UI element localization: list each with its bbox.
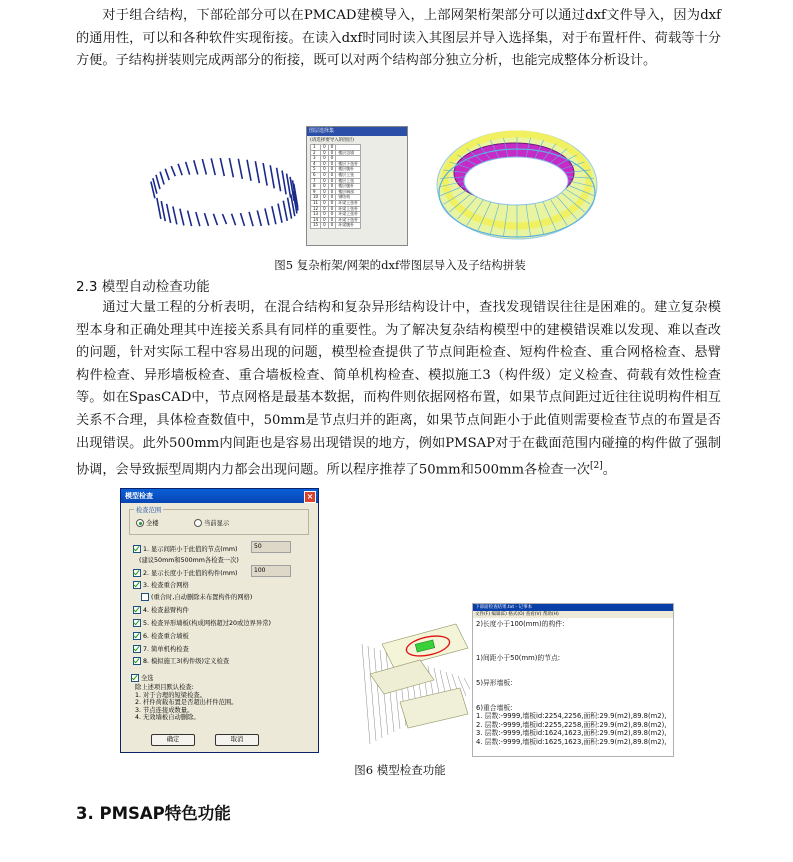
result-line	[476, 670, 670, 678]
layer-cell: 2	[311, 150, 321, 156]
check-item-8-label: 8. 模拟施工3(构件级)定义检查	[143, 658, 230, 665]
result-line: 4. 层数:-9999,墙板id:1625,1623,面积:29.9(m2),89.8(m2),	[476, 737, 667, 746]
layer-cell: 环梁上弦杆	[336, 212, 361, 218]
result-text	[473, 618, 673, 748]
stadium-model-image	[434, 123, 600, 248]
truss-member	[196, 212, 200, 226]
layer-cell: 0	[321, 145, 329, 151]
check-item-1[interactable]	[133, 544, 237, 553]
layer-cell: 0	[328, 167, 336, 173]
truss-member	[156, 175, 160, 189]
layer-cell: 环梁上弦杆	[336, 206, 361, 212]
check-result-window	[472, 603, 674, 757]
layer-cell: 钢结构	[336, 195, 361, 201]
result-line	[476, 662, 670, 670]
layer-cell: 环梁下弦杆	[336, 217, 361, 223]
truss-member	[157, 198, 161, 219]
check-item-7[interactable]	[133, 644, 189, 653]
layer-cell: 0	[321, 184, 329, 190]
truss-member	[265, 208, 269, 225]
checkbox-icon[interactable]	[133, 581, 141, 589]
radio-current[interactable]	[194, 518, 229, 527]
truss-member	[222, 214, 226, 224]
truss-member	[257, 210, 261, 226]
truss-member	[282, 171, 286, 195]
layer-cell: 0	[328, 150, 336, 156]
citation[interactable]: [2]	[589, 461, 603, 472]
layer-cell: 7	[311, 178, 321, 184]
truss-member	[173, 206, 177, 224]
truss-member	[249, 212, 253, 226]
check-item-2-label: 2. 显示长度小于此值的构件(mm)	[143, 570, 238, 577]
truss-member	[232, 214, 236, 225]
truss-member	[240, 213, 244, 226]
layer-cell: 0	[321, 200, 329, 206]
select-all-label: 全选	[141, 675, 154, 682]
truss-member	[247, 160, 251, 181]
check-item-3-sub[interactable]	[141, 592, 252, 601]
truss-member	[202, 159, 206, 175]
building-model-image	[360, 604, 470, 756]
layer-cell: 0	[328, 178, 336, 184]
member-length-input[interactable]: 100	[251, 565, 291, 577]
checkbox-icon[interactable]	[133, 657, 141, 665]
layer-cell: 楼层腹杆	[336, 167, 361, 173]
result-line	[476, 628, 670, 636]
truss-member	[288, 198, 292, 219]
note-line: 1. 对于合理的短梁检查。	[135, 691, 206, 699]
check-item-3-sub-label: (重合时,自动删除未布置构件的网格)	[151, 594, 253, 601]
result-menubar[interactable]: 文件(F) 编辑(E) 格式(O) 查看(V) 帮助(H)	[473, 611, 673, 618]
layer-cell: 楼层下弦杆	[336, 161, 361, 167]
layer-cell: 楼层上弦	[336, 178, 361, 184]
truss-member	[161, 201, 165, 221]
layer-dialog-hint: (请选择要导入的图层)	[310, 138, 355, 143]
layer-table	[310, 144, 361, 229]
check-range-group	[129, 509, 309, 535]
checkbox-icon[interactable]	[133, 606, 141, 614]
result-line	[476, 687, 670, 695]
layer-cell: 0	[328, 200, 336, 206]
check-item-1-label: 1. 显示间距小于此值的节点(mm)	[143, 546, 238, 553]
truss-member	[229, 158, 233, 177]
layer-cell: 0	[328, 172, 336, 178]
layer-cell: 0	[321, 223, 329, 229]
check-text-body: 通过大量工程的分析表明，在混合结构和复杂异形结构设计中，查找发现错误往往是困难的。建立复杂模型本身和正确处理其中连接关系具有同样的重要性。为了解决复杂结构模型中的建模错误难以发现、难以查改的问题，针对实际工程中容易出现的问题，模型检查提供了节点间距检查、短构件检查、重合网格检查、悬臂构件检查、异形墙板检查、重合墙板检查、简单机构检查、模拟施工3（构件级）定义检查、荷载有效性检查等。如在SpasCAD中，节点网格是最基本数据，而构件则依据网格布置，如果节点间距过近往往说明构件相互关系不合理，具体检查数值中，50mm是节点归并的距离，如果节点间距小于此值则需要检查节点的布置是否出现错误。此外500mm内间距也是容易出现错误的地方，例如PMSAP对于在截面范围内碰撞的构件做了强制协调，会导致振型周期内力都会出现问题。所以程序推荐了50mm和500mm各检查一次	[76, 300, 721, 478]
layer-cell: 环梁腹杆	[336, 223, 361, 229]
truss-member	[194, 160, 198, 174]
truss-member	[270, 165, 274, 188]
layer-cell: 0	[328, 161, 336, 167]
close-icon[interactable]: ×	[304, 491, 316, 503]
layer-cell: 0	[328, 189, 336, 195]
note-line: 除上述项目默认检查:	[135, 684, 194, 691]
truss-member	[263, 163, 267, 186]
layer-cell: 0	[321, 195, 329, 201]
result-line: 5)异形墙板:	[476, 678, 513, 687]
layer-cell: 楼层上弦	[336, 172, 361, 178]
check-item-3[interactable]	[133, 580, 189, 589]
layer-row[interactable]	[311, 223, 361, 229]
check-item-5-label: 5. 检查异形墙板(构成网格超过20或边界异常)	[143, 620, 271, 627]
check-item-2[interactable]	[133, 568, 237, 577]
layer-cell: 0	[328, 156, 336, 162]
result-line	[476, 696, 670, 704]
check-item-3-label: 3. 检查重合网格	[143, 582, 189, 589]
check-item-1-hint: (建议50mm和500mm各检查一次)	[139, 557, 239, 564]
layer-cell: 0	[321, 156, 329, 162]
check-text-end: 。	[602, 462, 616, 478]
truss-member	[167, 204, 171, 223]
truss-member	[171, 166, 175, 176]
truss-member	[211, 158, 215, 175]
model-check-dialog	[120, 488, 319, 753]
select-all[interactable]	[131, 673, 154, 682]
result-titlebar: 下部面检查结果.txt - 记事本	[473, 604, 673, 611]
layer-cell: 0	[321, 150, 329, 156]
layer-cell: 0	[321, 189, 329, 195]
checkbox-icon[interactable]	[133, 632, 141, 640]
truss-member	[204, 213, 208, 226]
result-line: 6)重合墙板:	[476, 704, 513, 713]
layer-cell: 12	[311, 206, 321, 212]
radio-all-icon[interactable]	[136, 519, 144, 527]
note-line: 4. 无效墙板自动删除。	[135, 714, 200, 721]
layer-cell: 楼层端部	[336, 189, 361, 195]
layer-cell: 0	[328, 206, 336, 212]
ok-button[interactable]: 确定	[151, 734, 195, 746]
radio-current-label: 当前显示	[204, 520, 230, 527]
check-item-4[interactable]	[133, 605, 189, 614]
section-heading: 2.3 模型自动检查功能	[76, 279, 210, 295]
truss-member	[178, 164, 182, 175]
radio-current-icon[interactable]	[194, 519, 202, 527]
layer-cell: 0	[328, 184, 336, 190]
layer-cell: 0	[328, 145, 336, 151]
model-member	[374, 648, 382, 738]
cancel-button[interactable]: 取消	[215, 734, 259, 746]
layer-cell: 1	[311, 145, 321, 151]
truss-member	[160, 172, 164, 185]
layer-cell: 0	[321, 178, 329, 184]
truss-member	[277, 168, 281, 192]
intro-text: 对于组合结构，下部砼部分可以在PMCAD建模导入，上部网架桁架部分可以通过dxf文件导入，因为dxf的通用性，可以和各种软件实现衔接。在读入dxf时同时读入其图层并导入选择集，对于布置杆件、荷载等十分方便。子结构拼装则完成两部分的衔接，既可以对两个结构部分独立分析，也能完成整体分析设计。	[76, 8, 721, 69]
figure5-caption: 图5 复杂桁架/网架的dxf带图层导入及子结构拼装	[274, 258, 526, 272]
checkbox-icon[interactable]	[133, 545, 141, 553]
figure6-caption: 图6 模型检查功能	[354, 763, 446, 777]
check-item-6-label: 6. 检查重合墙板	[143, 633, 189, 640]
note-line: 2. 杆件荷载布置是否超出杆件范围。	[135, 699, 238, 706]
checkbox-icon[interactable]	[141, 593, 149, 601]
layer-cell: 13	[311, 212, 321, 218]
model-member	[368, 646, 376, 741]
model-member	[362, 644, 370, 744]
truss-ring-model-image	[140, 128, 305, 246]
layer-cell: 9	[311, 189, 321, 195]
dialog-title: 模型检查	[125, 492, 153, 500]
layer-cell: 0	[321, 167, 329, 173]
truss-member	[165, 169, 169, 180]
layer-cell: 0	[321, 212, 329, 218]
layer-cell: 10	[311, 195, 321, 201]
check-range-title: 检查范围	[136, 507, 162, 514]
truss-member	[283, 201, 287, 221]
model-member	[464, 678, 470, 693]
check-item-4-label: 4. 检查悬臂构件	[143, 607, 189, 614]
truss-member	[213, 214, 217, 225]
check-item-5[interactable]	[133, 618, 271, 627]
layer-cell: 0	[321, 217, 329, 223]
layer-cell: 11	[311, 200, 321, 206]
layer-cell: 8	[311, 184, 321, 190]
layer-cell: 5	[311, 167, 321, 173]
result-line: 2)长度小于100(mm)的构件:	[476, 620, 565, 628]
node-distance-input[interactable]: 50	[251, 541, 291, 553]
result-line	[476, 637, 670, 645]
result-line: 1. 层数:-9999,墙板id:2254,2256,面积:29.9(m2),89.8(m2),	[476, 712, 667, 721]
radio-all-label: 全楼	[146, 520, 159, 527]
result-line: 3. 层数:-9999,墙板id:1624,1623,面积:29.9(m2),89.8(m2),	[476, 729, 667, 738]
layer-cell: 0	[328, 212, 336, 218]
check-text	[76, 297, 721, 482]
truss-member	[278, 204, 282, 223]
truss-member	[186, 162, 190, 175]
check-item-8[interactable]	[133, 656, 229, 665]
note-line: 3. 节点连接成数量。	[135, 706, 194, 714]
truss-member	[188, 211, 192, 226]
truss-member	[220, 158, 224, 176]
layer-cell: 0	[328, 195, 336, 201]
checkbox-icon[interactable]	[131, 674, 139, 682]
checkbox-icon[interactable]	[133, 645, 141, 653]
checkbox-icon[interactable]	[133, 569, 141, 577]
truss-member	[255, 161, 259, 183]
layer-dialog-titlebar: 图层选择集	[307, 127, 407, 136]
result-line	[476, 645, 670, 653]
truss-member	[180, 209, 184, 226]
radio-all[interactable]	[136, 518, 159, 527]
layer-cell: 3	[311, 156, 321, 162]
layer-cell: 环梁上弦杆	[336, 200, 361, 206]
truss-member	[238, 159, 242, 179]
check-item-6[interactable]	[133, 631, 189, 640]
layer-cell: 0	[328, 223, 336, 229]
checkbox-icon[interactable]	[133, 619, 141, 627]
default-check-notes	[135, 684, 237, 722]
dialog-titlebar	[121, 489, 318, 503]
chapter-heading: 3. PMSAP特色功能	[76, 804, 231, 823]
layer-cell: 楼层腹杆	[336, 184, 361, 190]
result-line: 2. 层数:-9999,墙板id:2255,2258,面积:29.9(m2),89.8(m2),	[476, 720, 667, 729]
layer-cell: 0	[321, 172, 329, 178]
layer-cell: 4	[311, 161, 321, 167]
intro-paragraph	[76, 5, 721, 73]
layer-cell: 0	[321, 206, 329, 212]
check-paragraph	[76, 297, 721, 482]
layer-cell: 0	[321, 161, 329, 167]
check-item-7-label: 7. 简单机构检查	[143, 646, 189, 653]
layer-cell: 0	[328, 217, 336, 223]
layer-cell: 14	[311, 217, 321, 223]
truss-member	[272, 206, 276, 224]
layer-cell: 楼层边墙	[336, 150, 361, 156]
layer-select-dialog	[306, 126, 408, 246]
layer-cell: 6	[311, 172, 321, 178]
layer-cell: 15	[311, 223, 321, 229]
result-line: 1)间距小于50(mm)的节点:	[476, 653, 561, 662]
